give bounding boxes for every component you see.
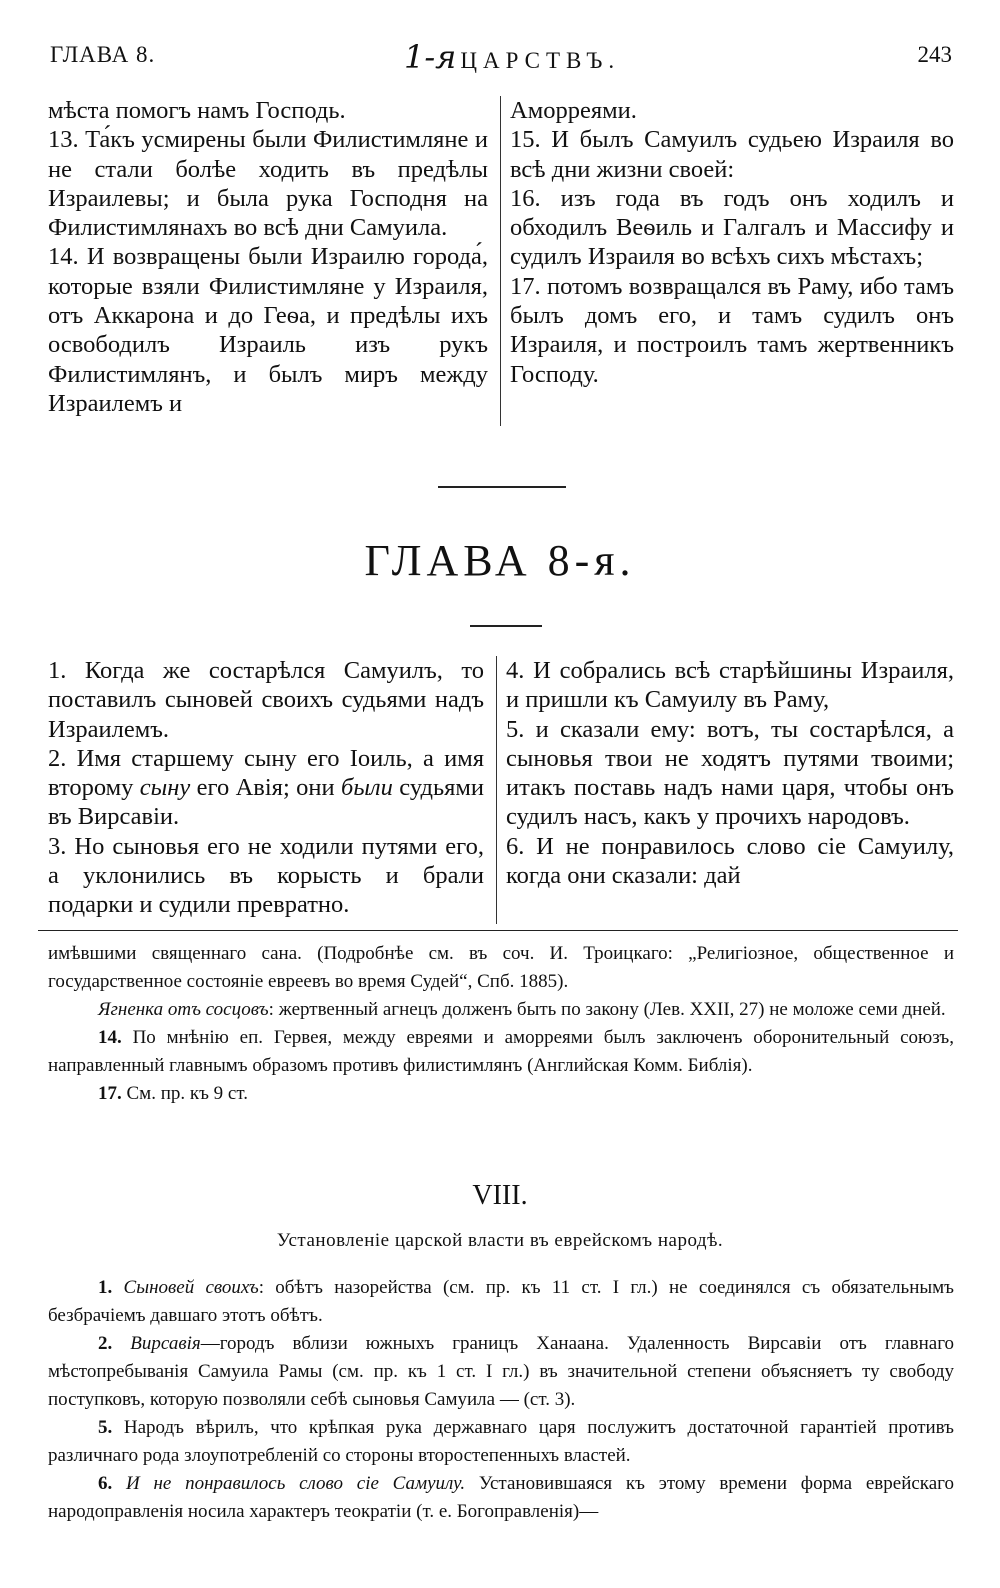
verse-13: 13. Та́къ усмирены были Филистимляне и не стали болѣе ходить въ предѣлы Израилевы; и была рука Господня на Филистимлянахъ во всѣ дни Самуила. [48, 126, 488, 242]
left-column [48, 656, 484, 920]
verse-text: Аморреями. [510, 97, 637, 124]
verse-columns-chapter-8 [48, 656, 954, 926]
commentary-paragraph: имѣвшими священнаго сана. (Подробнѣе см. въ соч. И. Троицкаго: „Религіозное, общественное и государственное состояніе евреевъ во время Судей“, Спб. 1885). [48, 943, 954, 992]
verse-2: 2. Имя старшему сыну его Іоиль, а имя второму сыну его Авія; они были судьями въ Вирсавіи. [48, 744, 485, 831]
verse-3: 3. Но сыновья его не ходили путями его, а уклонились въ корысть и брали подарки и судили превратно. [48, 832, 484, 919]
verse-columns-top [48, 96, 954, 436]
separator-rule [438, 486, 566, 488]
verse-6: 6. И не понравилось слово сіе Самуилу, когда они сказали: дай [506, 832, 954, 890]
commentary-note-2: 2. Вирсавія—городъ вблизи южныхъ границъ Ханаана. Удаленность Вирсавіи отъ главнаго мѣстопребыванія Самуила Рамы (см. пр. къ 1 ст. I гл.) въ значительной степени объясняетъ ту свободу поступковъ, которую позволяли себѣ сыновья Самуила — (ст. 3). [48, 1333, 955, 1410]
verse-4: 4. И собрались всѣ старѣйшины Израиля, и пришли къ Самуилу въ Раму, [506, 657, 954, 714]
column-divider [496, 656, 497, 924]
commentary-block [48, 1274, 954, 1526]
running-header [50, 38, 952, 78]
handwritten-book-number: 1-я [404, 38, 457, 76]
section-title: Установленіе царской власти въ еврейскомъ народѣ. [276, 1230, 724, 1251]
running-chapter: ГЛАВА 8. [50, 42, 156, 67]
separator-rule [470, 625, 542, 627]
commentary-block [48, 940, 954, 1108]
right-column [506, 656, 954, 890]
page-number: 243 [917, 42, 952, 67]
verse-15: 15. И былъ Самуилъ судьею Израиля во всѣ дни жизни своей: [510, 126, 954, 183]
verse-5: 5. и сказали ему: вотъ, ты состарѣлся, а сыновья твои не ходятъ путями твоими; итакъ поставь надъ нами царя, чтобы онъ судилъ насъ, какъ у прочихъ народовъ. [506, 715, 954, 831]
right-column [510, 96, 954, 389]
commentary-note-17: 17. См. пр. къ 9 ст. [98, 1083, 248, 1104]
commentary-note-5: 5. Народъ вѣрилъ, что крѣпкая рука державнаго царя послужитъ достаточной гарантіей противъ различнаго рода злоупотребленій со стороны второстепенныхъ властей. [48, 1417, 954, 1466]
left-column [48, 96, 488, 418]
commentary-divider [38, 930, 958, 931]
commentary-note-1: 1. Сыновей своихъ: обѣтъ назорейства (см. пр. къ 11 ст. I гл.) не соединялся съ обязательнымъ безбрачіемъ давшаго этотъ обѣтъ. [48, 1277, 955, 1326]
verse-text: мѣста помогъ намъ Господь. [48, 97, 346, 124]
verse-16: 16. изъ года въ годъ онъ ходилъ и обходилъ Веѳиль и Галгалъ и Массифу и судилъ Израиля во всѣхъ сихъ мѣстахъ; [510, 184, 954, 271]
verse-1: 1. Когда же состарѣлся Самуилъ, то поставилъ сыновей своихъ судьями надъ Израилемъ. [48, 657, 484, 743]
book-title: ЦАРСТВЪ. [460, 48, 621, 73]
commentary-note-14: 14. По мнѣнію еп. Гервея, между евреями и аморреями былъ заключенъ оборонительный союзъ, направленный главнымъ образомъ противъ филистимлянъ (Английская Комм. Библія). [48, 1027, 954, 1076]
section-number: VIII. [472, 1180, 528, 1211]
commentary-note-6: 6. И не понравилось слово сіе Самуилу. Установившаяся къ этому времени форма еврейскаго народоправленія носила характеръ теократіи (т. е. Богоправленія)— [48, 1473, 955, 1522]
verse-17: 17. потомъ возвращался въ Раму, ибо тамъ былъ домъ его, и тамъ судилъ онъ Израиля, и построилъ тамъ жертвенникъ Господу. [510, 272, 954, 388]
commentary-paragraph: Ягненка отъ сосцовъ: жертвенный агнецъ долженъ быть по закону (Лев. XXII, 27) не моложе семи дней. [98, 999, 946, 1020]
running-book-title [404, 38, 620, 76]
column-divider [500, 96, 501, 426]
verse-14: 14. И возвращены были Израилю города́, которые взяли Филистимляне у Израиля, отъ Аккарона и до Геѳа, и предѣлы ихъ освободилъ Израиль изъ рукъ Филистимлянъ, и былъ миръ между Израилемъ и [48, 243, 488, 417]
chapter-heading: ГЛАВА 8-я. [364, 536, 636, 585]
